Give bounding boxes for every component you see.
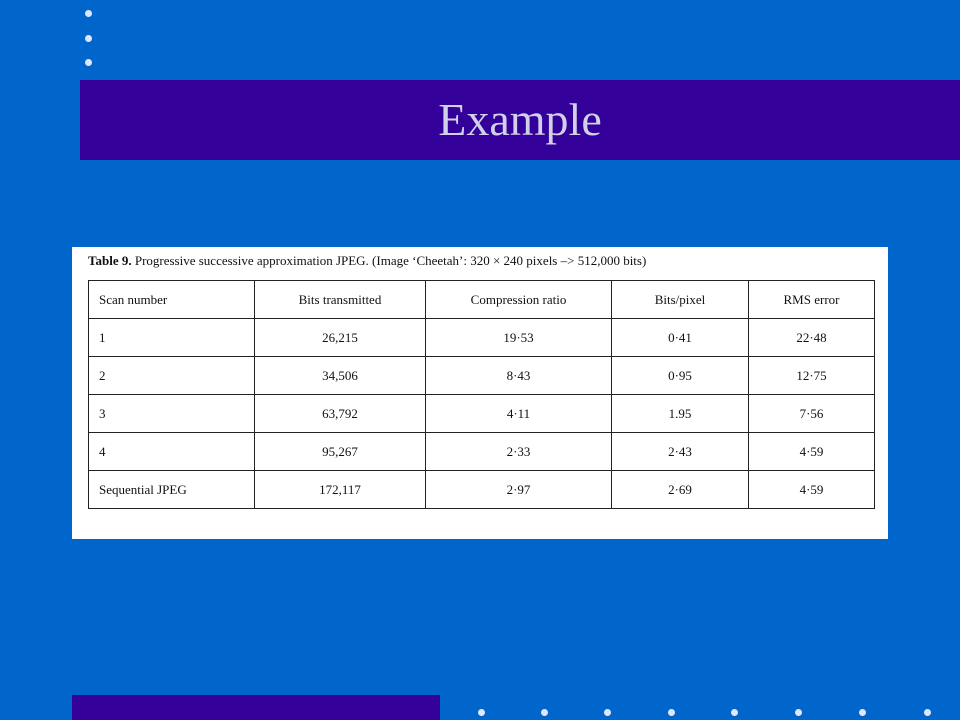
decoration-dot — [85, 35, 92, 42]
table-row — [89, 319, 875, 357]
cell-bits-per-pixel: 2·69 — [612, 471, 749, 509]
header-bits-transmitted: Bits transmitted — [255, 281, 426, 319]
decoration-dot — [795, 709, 802, 716]
decoration-dot — [478, 709, 485, 716]
table-row — [89, 433, 875, 471]
cell-scan-number: 4 — [89, 433, 255, 471]
cell-rms-error: 7·56 — [749, 395, 875, 433]
cell-rms-error: 4·59 — [749, 471, 875, 509]
cell-compression-ratio: 19·53 — [426, 319, 612, 357]
header-scan-number: Scan number — [89, 281, 255, 319]
slide-title: Example — [438, 94, 602, 145]
cell-rms-error: 22·48 — [749, 319, 875, 357]
header-rms-error: RMS error — [749, 281, 875, 319]
cell-bits-per-pixel: 0·95 — [612, 357, 749, 395]
cell-scan-number: 2 — [89, 357, 255, 395]
cell-rms-error: 12·75 — [749, 357, 875, 395]
cell-bits-transmitted: 34,506 — [255, 357, 426, 395]
cell-bits-per-pixel: 0·41 — [612, 319, 749, 357]
decoration-dot — [604, 709, 611, 716]
cell-bits-transmitted: 63,792 — [255, 395, 426, 433]
cell-bits-transmitted: 26,215 — [255, 319, 426, 357]
table-row — [89, 357, 875, 395]
cell-compression-ratio: 2·33 — [426, 433, 612, 471]
table-row — [89, 471, 875, 509]
table-caption-label: Table 9. — [88, 253, 132, 268]
cell-scan-number: Sequential JPEG — [89, 471, 255, 509]
cell-bits-per-pixel: 2·43 — [612, 433, 749, 471]
results-table — [88, 280, 875, 509]
cell-bits-transmitted: 95,267 — [255, 433, 426, 471]
cell-bits-transmitted: 172,117 — [255, 471, 426, 509]
header-compression-ratio: Compression ratio — [426, 281, 612, 319]
decoration-dot — [731, 709, 738, 716]
decoration-dot — [85, 10, 92, 17]
decoration-dot — [668, 709, 675, 716]
decoration-dot — [859, 709, 866, 716]
decoration-dot — [924, 709, 931, 716]
cell-rms-error: 4·59 — [749, 433, 875, 471]
cell-scan-number: 1 — [89, 319, 255, 357]
header-bits-per-pixel: Bits/pixel — [612, 281, 749, 319]
bottom-accent-bar — [72, 695, 440, 720]
table-caption — [88, 253, 646, 269]
table-row — [89, 395, 875, 433]
table-image — [72, 247, 888, 539]
cell-compression-ratio: 8·43 — [426, 357, 612, 395]
cell-scan-number: 3 — [89, 395, 255, 433]
cell-compression-ratio: 2·97 — [426, 471, 612, 509]
title-bar — [80, 80, 960, 160]
cell-compression-ratio: 4·11 — [426, 395, 612, 433]
decoration-dot — [85, 59, 92, 66]
table-header-row — [89, 281, 875, 319]
table-caption-text: Progressive successive approximation JPEG. (Image ‘Cheetah’: 320 × 240 pixels –> 512,000 bits) — [134, 253, 647, 268]
decoration-dot — [541, 709, 548, 716]
cell-bits-per-pixel: 1.95 — [612, 395, 749, 433]
